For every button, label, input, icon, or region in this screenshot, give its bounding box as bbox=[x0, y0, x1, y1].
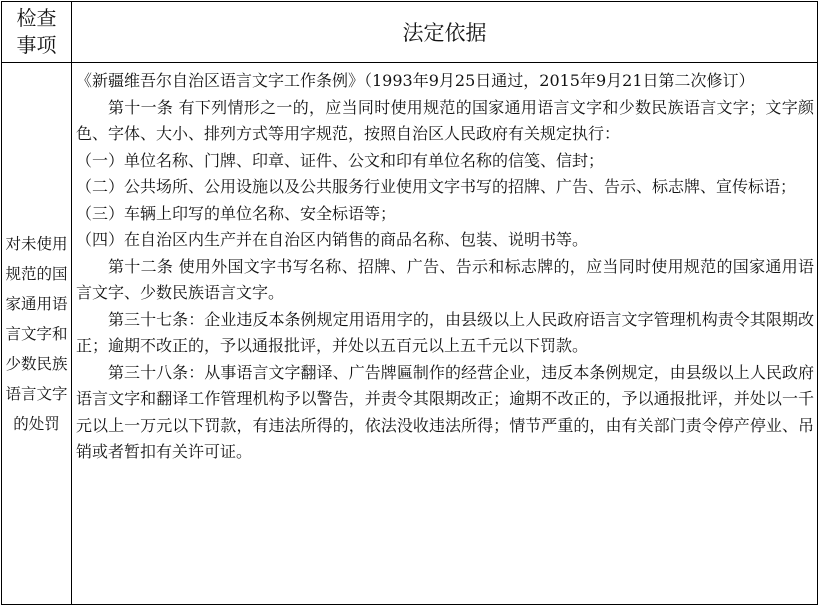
article-11-item-4: （四）在自治区内生产并在自治区内销售的商品名称、包装、说明书等。 bbox=[76, 230, 589, 249]
article-11-item-3: （三）车辆上印写的单位名称、安全标语等； bbox=[76, 203, 397, 223]
article-37: 第三十七条：企业违反本条例规定用语用字的，由县级以上人民政府语言文字管理机构责令其限期改正；逾期不改正的，予以通报批评，并处以五百元以上五千元以下罚款。 bbox=[76, 309, 814, 355]
article-11-item-2: （二）公共场所、公用设施以及公共服务行业使用文字书写的招牌、广告、告示、标志牌、宣传标语； bbox=[76, 177, 797, 196]
inspection-item-cell bbox=[2, 63, 71, 604]
article-11: 第十一条 有下列情形之一的，应当同时使用规范的国家通用语言文字和少数民族语言文字；文字颜色、字体、大小、排列方式等用字规范，按照自治区人民政府有关规定执行： bbox=[76, 97, 814, 143]
header-inspection-item bbox=[2, 2, 71, 62]
header-legal-basis: 法定依据 bbox=[402, 21, 487, 45]
regulation-title: 《新疆维吾尔自治区语言文字工作条例》（1993年9月25日通过，2015年9月21日第二次修订） bbox=[76, 71, 755, 90]
legal-basis-cell bbox=[76, 68, 814, 466]
article-12: 第十二条 使用外国文字书写名称、招牌、广告、告示和标志牌的，应当同时使用规范的国家通用语言文字、少数民族语言文字。 bbox=[76, 256, 814, 302]
article-11-item-1: （一）单位名称、门牌、印章、证件、公文和印有单位名称的信笺、信封； bbox=[76, 150, 605, 170]
inspection-item-text: 对未使用规范的国家通用语言文字和少数民族语言文字的处罚 bbox=[5, 234, 68, 433]
header-inspection-item-line1: 检查 bbox=[16, 6, 57, 30]
header-inspection-item-line2: 事项 bbox=[16, 33, 57, 57]
article-38: 第三十八条：从事语言文字翻译、广告牌匾制作的经营企业，违反本条例规定，由县级以上人民政府语言文字和翻译工作管理机构予以警告，并责令其限期改正；逾期不改正的，予以通报批评，并处以一千元以上一万元以下罚款，有违法所得的，依法没收违法所得；情节严重的，由有关部门责令停产停业、吊销或者暂扣有关许可证。 bbox=[76, 362, 814, 461]
header-divider bbox=[2, 62, 817, 63]
column-divider bbox=[71, 2, 72, 604]
